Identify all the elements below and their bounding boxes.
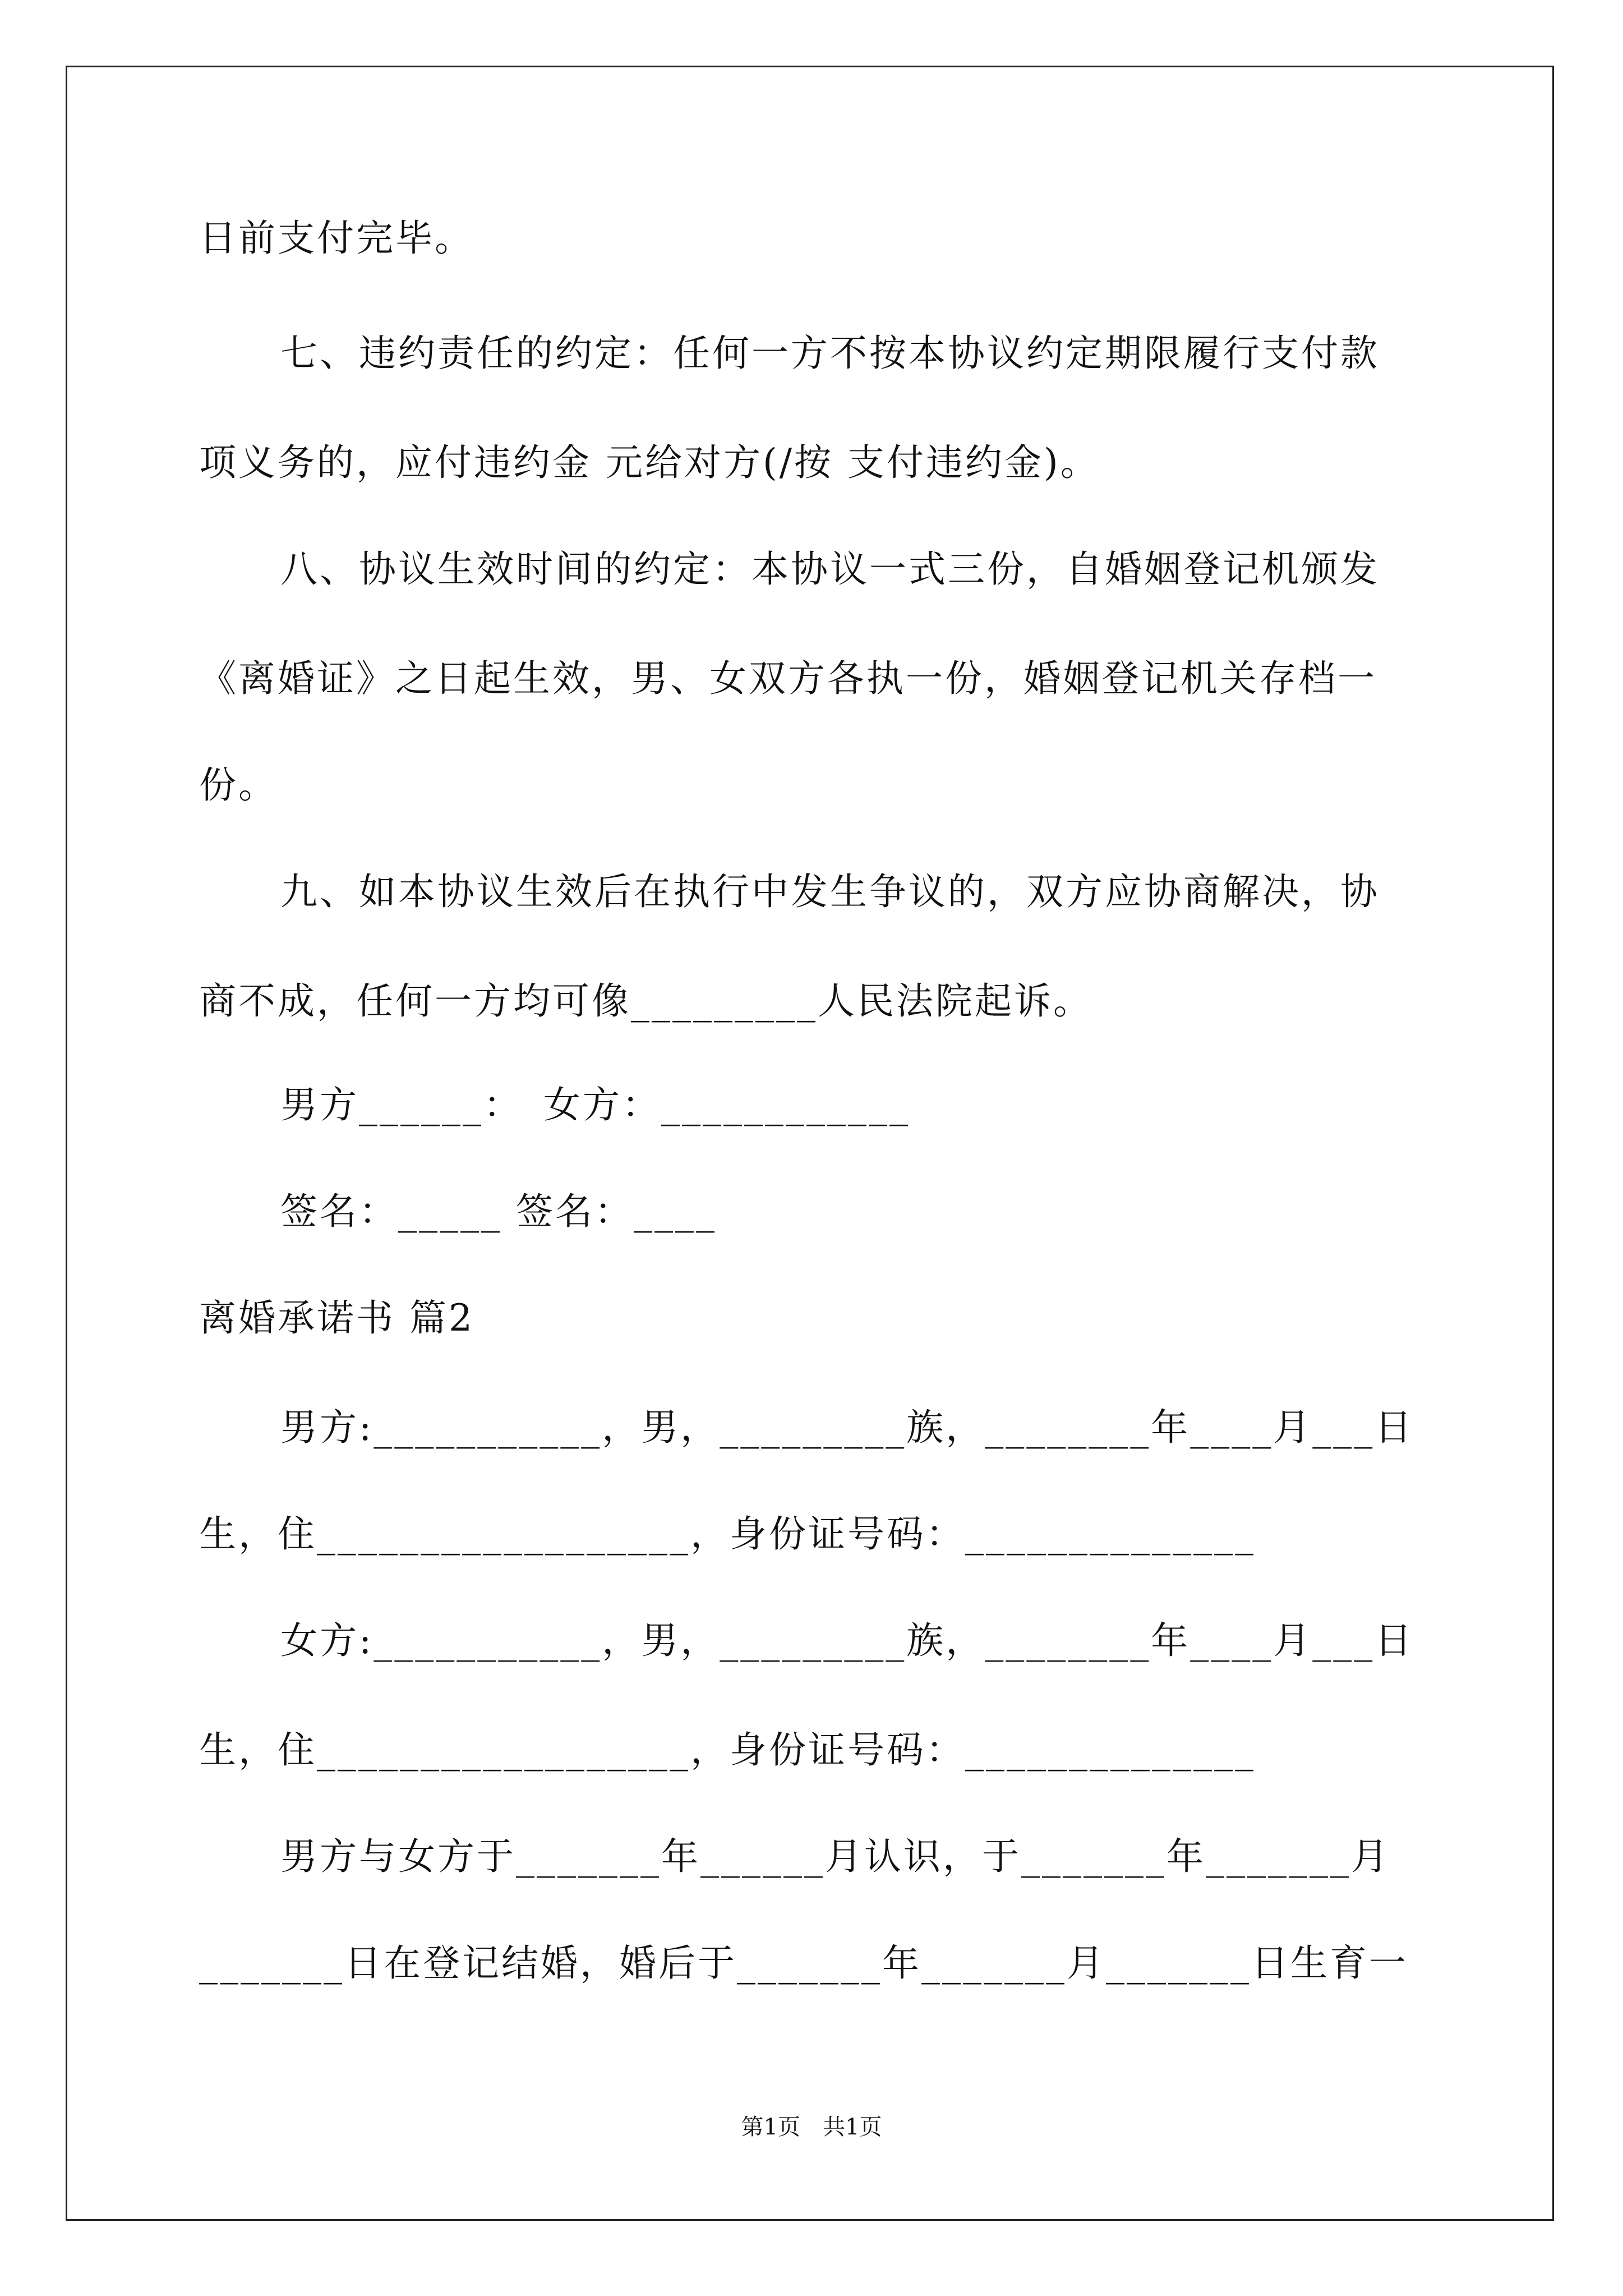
text-line-12: 男方:___________，男，_________族，________年____月___日 (280, 1406, 1414, 1449)
text-line-4: 八、协议生效时间的约定：本协议一式三份，自婚姻登记机颁发 (280, 547, 1380, 591)
text-line-16: 男方与女方于_______年______月认识，于_______年_______月 (280, 1835, 1390, 1878)
page-border (66, 66, 1554, 2221)
text-line-8: 商不成，任何一方均可像_________人民法院起诉。 (199, 979, 1092, 1023)
text-line-15: 生，住__________________，身份证号码：______________ (199, 1728, 1256, 1772)
page-number-footer: 第1页 共1页 (741, 2114, 882, 2140)
text-line-10: 签名：_____ 签名：____ (280, 1190, 717, 1233)
text-line-1: 日前支付完毕。 (199, 217, 474, 260)
text-line-13: 生，住__________________，身份证号码：______________ (199, 1512, 1256, 1556)
text-line-17: _______日在登记结婚，婚后于_______年_______月_______日生育一 (199, 1941, 1408, 1985)
text-line-2: 七、违约责任的约定：任何一方不按本协议约定期限履行支付款 (280, 332, 1380, 375)
text-line-14: 女方:___________，男，_________族，________年____月___日 (280, 1619, 1414, 1662)
text-line-5: 《离婚证》之日起生效，男、女双方各执一份，婚姻登记机关存档一 (199, 657, 1377, 700)
text-line-6: 份。 (199, 763, 278, 807)
section-heading: 离婚承诺书 篇2 (199, 1296, 474, 1340)
text-line-7: 九、如本协议生效后在执行中发生争议的，双方应协商解决，协 (280, 870, 1380, 913)
text-line-3: 项义务的，应付违约金 元给对方(/按 支付违约金)。 (199, 441, 1100, 484)
text-line-9: 男方______： 女方：____________ (280, 1083, 910, 1126)
